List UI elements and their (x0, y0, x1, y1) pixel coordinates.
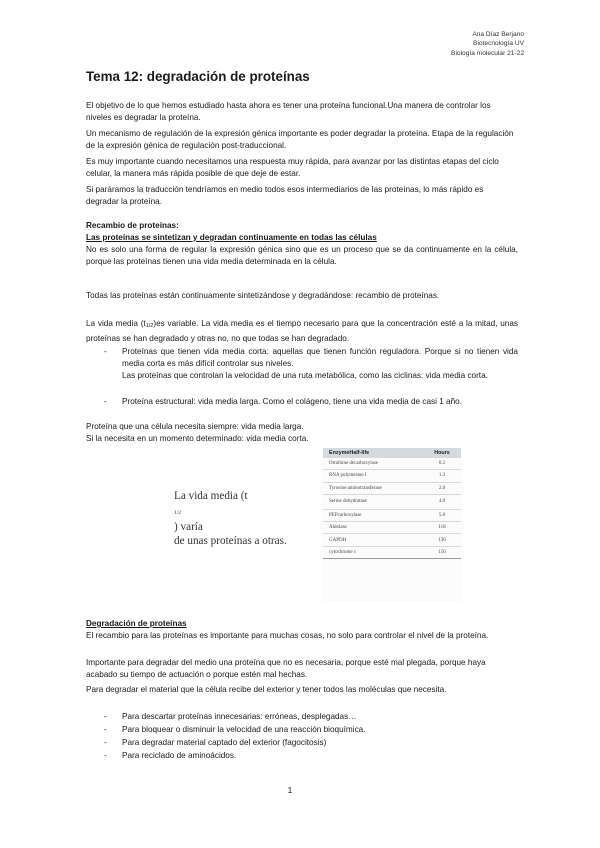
table-header-enzyme: EnzymeHalf-life (323, 448, 421, 458)
table-cell-enzyme: RNA polymerase I (323, 470, 421, 482)
bullet-short-half-life-detail: Las proteínas que controlan la velocidad de una ruta metabólica, como las ciclinas: vida media corta. (122, 371, 488, 380)
table-cell-hours: 4.0 (421, 494, 461, 509)
intro-paragraph-1: El objetivo de lo que hemos estudiado hasta ahora es tener una proteína funcional.Una manera de controlar los niveles es degradar la proteína. (86, 101, 491, 122)
table-cell-enzyme: Aldolase (323, 522, 421, 534)
recambio-line-2: Si la necesita en un momento determinado: vida media corta. (86, 434, 309, 443)
table-cell-enzyme: Tyrosine aminotransferase (323, 482, 421, 494)
table-cell-enzyme: GAPDH (323, 534, 421, 546)
half-life-table (323, 448, 461, 559)
recambio-paragraph-3: La vida media $(t_{1/2})es$ variable. La vida media es el tiempo necesario para que la concentración esté a la mitad, unas proteínas se han degradado y otras no, no que todas se han degradado. (86, 319, 518, 343)
bullet-dash: - (104, 347, 107, 356)
page-number: 1 (287, 785, 293, 795)
bullet-short-half-life: Proteínas que tienen vida media corta: aquellas que tienen función reguladora. Porque si no tienen vida media corta es más difícil controlar sus niveles. (122, 347, 518, 368)
recambio-line-1: Proteína que una célula necesita siempre: vida media larga. (86, 422, 304, 431)
caption-line-2: de unas proteínas a otras. (174, 535, 287, 547)
section-heading-recambio: Recambio de proteínas: (86, 221, 179, 230)
table-row (323, 482, 461, 494)
bullet-long-half-life: Proteína estructural: vida media larga. Como el colágeno, tiene una vida media de casi 1 año. (122, 397, 462, 406)
table-row (323, 458, 461, 470)
bullet-dash: - (104, 738, 107, 747)
page-header (451, 30, 524, 58)
table-row (323, 534, 461, 546)
half-life-table-image (323, 448, 461, 602)
bullet-dash: - (104, 751, 107, 760)
header-author: Ana Díaz Berjano (472, 31, 524, 38)
degradacion-paragraph-3: Para degradar el material que la célula recibe del exterior y tener todos las moléculas que necesita. (86, 685, 447, 694)
bullet-dash: - (104, 397, 107, 406)
degradacion-bullet: Para bloquear o disminuir la velocidad de una reacción bioquímica. (122, 725, 366, 734)
header-course: Biología molecular 21-22 (451, 49, 524, 57)
recambio-paragraph-1: No es solo una forma de regular la expresión génica sino que es un proceso que se da continuamente en la célula, porque las proteínas tienen una vida media determinada en la célula. (86, 245, 518, 266)
degradacion-bullet: Para descartar proteínas innecesarias: erróneas, desplegadas… (122, 712, 357, 721)
table-cell-hours: 1.3 (421, 470, 461, 482)
table-cell-hours: 0.2 (421, 458, 461, 470)
table-row (323, 522, 461, 534)
table-cell-enzyme: Serine dehydratase (323, 494, 421, 509)
table-cell-enzyme: PEPcarboxylase (323, 509, 421, 521)
header-degree: Biotecnología UV (473, 40, 524, 48)
table-cell-enzyme: cytochrome c (323, 546, 421, 558)
table-cell-hours: 118 (421, 522, 461, 534)
degradacion-bullet: Para reciclado de aminoácidos. (122, 751, 237, 760)
recambio-paragraph-2: Todas las proteínas están continuamente sintetizándose y degradándose: recambio de proteínas. (86, 291, 440, 300)
page-title: Tema 12: degradación de proteínas (86, 69, 310, 84)
degradacion-paragraph-2: Importante para degradar del medio una proteína que no es necesaria, porque esté mal plegada, porque haya acabado su tiempo de actuación o porque estén mal hechas. (86, 658, 486, 679)
table-cell-hours: 150 (421, 546, 461, 558)
intro-paragraph-4: Si paráramos la traducción tendríamos en medio todos esos intermediarios de las proteínas, lo más rápido es degradar la proteína. (86, 185, 484, 206)
bullet-dash: - (104, 725, 107, 734)
table-cell-hours: 2.0 (421, 482, 461, 494)
table-row (323, 470, 461, 482)
bullet-dash: - (104, 712, 107, 721)
table-cell-enzyme: Ornithine decarboxylase (323, 458, 421, 470)
table-row (323, 509, 461, 521)
section-subheading-recambio: Las proteínas se sintetizan y degradan continuamente en todas las células (86, 233, 377, 242)
table-cell-hours: 5.0 (421, 509, 461, 521)
table-row (323, 546, 461, 558)
section-heading-degradacion: Degradación de proteínas (86, 619, 187, 628)
intro-paragraph-2: Un mecanismo de regulación de la expresión génica importante es poder degradar la proteína. Etapa de la regulación de la expresión génica de regulación post-traduccional. (86, 129, 514, 150)
degradacion-paragraph-1: El recambio para las proteínas es importante para muchas cosas, no solo para controlar el nivel de la proteína. (86, 631, 489, 640)
degradacion-bullet: Para degradar material captado del exterior (fagocitosis) (122, 738, 327, 747)
table-row (323, 494, 461, 509)
table-header-hours: Hours (421, 448, 461, 458)
caption-line-1: La vida media (t $_{1/2}$ ) varía (174, 490, 248, 533)
half-life-caption-image (174, 489, 300, 547)
table-cell-hours: 130 (421, 534, 461, 546)
intro-paragraph-3: Es muy importante cuando necesitamos una respuesta muy rápida, para avanzar por las distintas etapas del ciclo celular, la manera más rápida posible de que deje de estar. (86, 157, 499, 178)
